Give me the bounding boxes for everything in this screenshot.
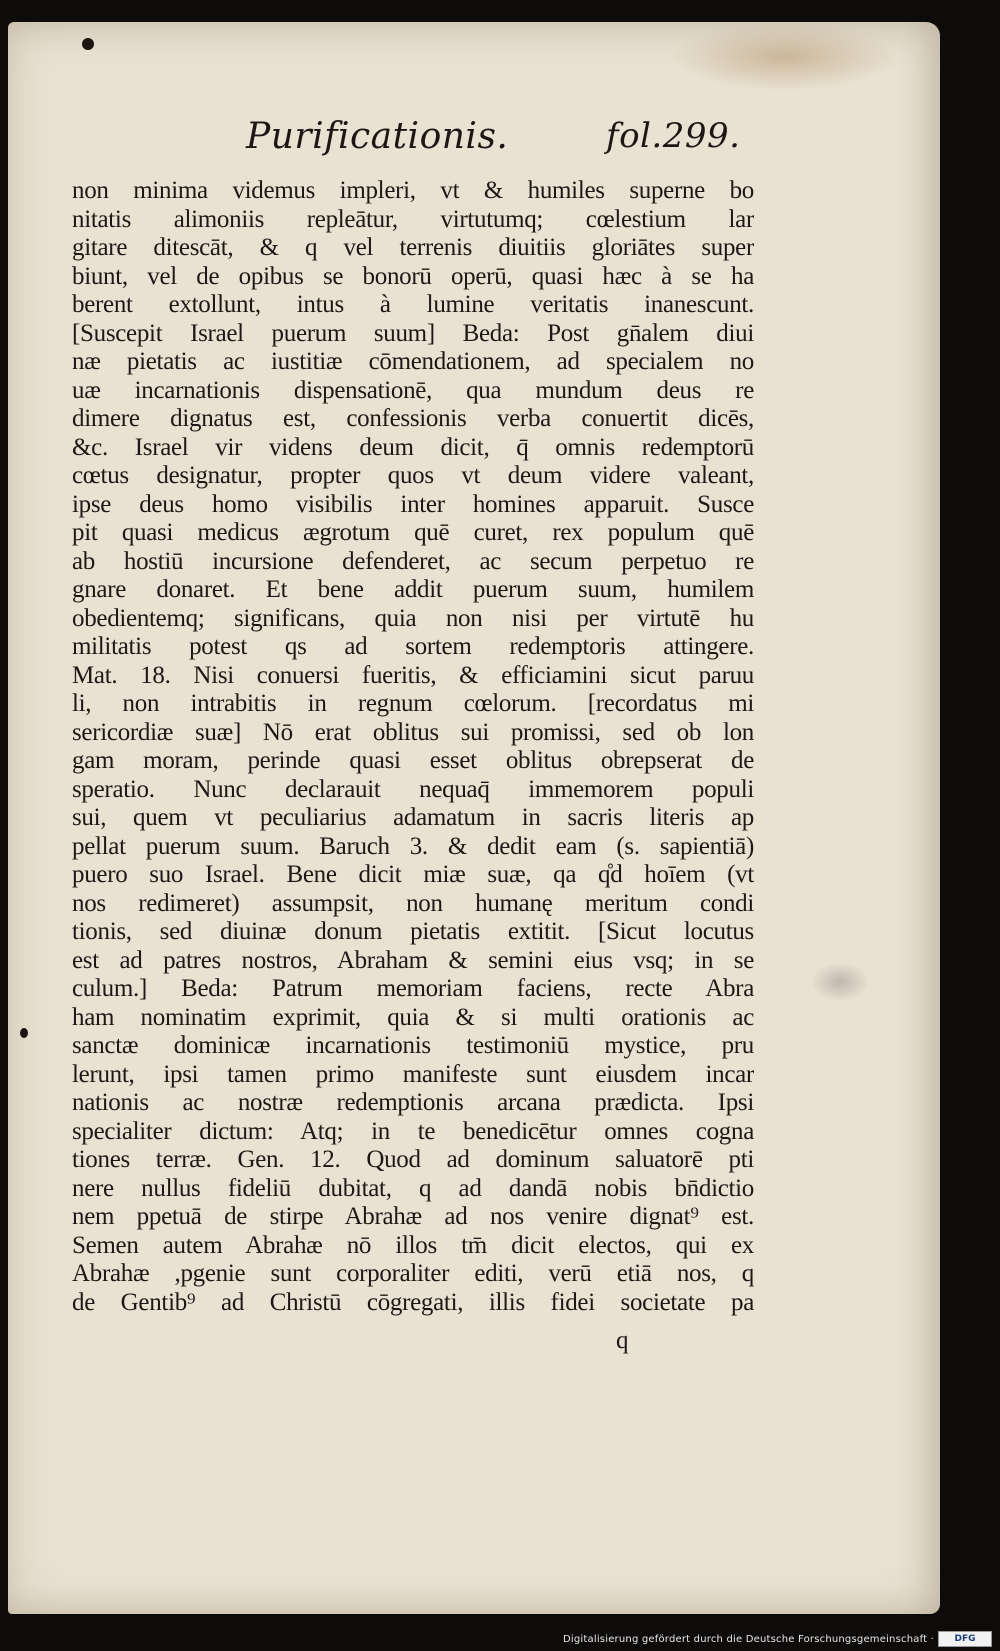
text-line: [Suscepit Israel puerum suum] Beda: Post gn̄alem diui xyxy=(72,319,754,347)
text-line: puero suo Israel. Bene dicit miæ suæ, qa q̊d hoīem (vt xyxy=(72,861,754,888)
text-line: culum.] Beda: Patrum memoriam faciens, recte Abra xyxy=(72,975,754,1002)
text-line: nem ppetuā de stirpe Abrahæ ad nos venire dignat⁹ est. xyxy=(72,1203,754,1230)
text-line: lerunt, ipsi tamen primo manifeste sunt eiusdem incar xyxy=(72,1060,754,1088)
catchword: q xyxy=(616,1327,629,1354)
text-line: est ad patres nostros, Abraham & semini eius vsq; in se xyxy=(72,946,754,974)
text-line: gitare ditescāt, & q vel terrenis diuitiis gloriātes super xyxy=(72,234,754,261)
text-line: li, non intrabitis in regnum cœlorum. [recordatus mi xyxy=(72,690,754,717)
text-line: ham nominatim exprimit, quia & si multi orationis ac xyxy=(72,1003,754,1031)
text-line: nos redimeret) assumpsit, non humanę meritum condi xyxy=(72,889,754,917)
dfg-logo: DFG xyxy=(938,1631,992,1647)
ink-speck xyxy=(20,1028,28,1038)
text-line: tionis, sed diuinæ donum pietatis extitit. [Sicut locutus xyxy=(72,918,754,945)
text-line: ipse deus homo visibilis inter homines apparuit. Susce xyxy=(72,490,754,518)
text-line: pit quasi medicus ægrotum quē curet, rex populum quē xyxy=(72,519,754,546)
water-stain xyxy=(670,22,900,92)
text-line: sericordiæ suæ] Nō erat oblitus sui promissi, sed ob lon xyxy=(72,718,754,746)
text-line: tiones terræ. Gen. 12. Quod ad dominum saluatorē pti xyxy=(72,1146,754,1173)
text-line: nationis ac nostræ redemptionis arcana prædicta. Ipsi xyxy=(72,1089,754,1116)
body-text xyxy=(72,177,754,1317)
text-line: gam moram, perinde quasi esset oblitus obrepserat de xyxy=(72,747,754,774)
text-line: &c. Israel vir videns deum dicit, q̄ omnis redemptorū xyxy=(72,433,754,461)
text-line: biunt, vel de opibus se bonorū operū, quasi hæc à se ha xyxy=(72,262,754,290)
text-line: militatis potest qs ad sortem redemptoris attingere. xyxy=(72,633,754,660)
text-line: berent extollunt, intus à lumine veritatis inanescunt. xyxy=(72,291,754,318)
folio-number: fol.299. xyxy=(606,116,741,156)
text-line: Mat. 18. Nisi conuersi fueritis, & efficiamini sicut paruu xyxy=(72,661,754,689)
text-line: uæ incarnationis dispensationē, qua mundum deus re xyxy=(72,376,754,404)
text-line: dimere dignatus est, confessionis verba conuertit dicēs, xyxy=(72,405,754,432)
text-line: obedientemq; significans, quia non nisi per virtutē hu xyxy=(72,604,754,632)
text-line: Semen autem Abrahæ nō illos tm̄ dicit electos, qui ex xyxy=(72,1231,754,1259)
smudge-mark xyxy=(810,962,870,1002)
text-line: ab hostiū incursione defenderet, ac secum perpetuo re xyxy=(72,547,754,575)
text-line: non minima videmus impleri, vt & humiles superne bo xyxy=(72,177,754,204)
running-head xyxy=(8,110,940,170)
text-line: specialiter dictum: Atq; in te benedicētur omnes cogna xyxy=(72,1117,754,1145)
running-title: Purificationis. xyxy=(246,116,509,157)
text-line: cœtus designatur, propter quos vt deum videre valeant, xyxy=(72,462,754,489)
text-line: sanctæ dominicæ incarnationis testimoniū mystice, pru xyxy=(72,1032,754,1059)
text-line: Abrahæ ,pgenie sunt corporaliter editi, verū etiā nos, q xyxy=(72,1260,754,1287)
text-line: nitatis alimoniis repleātur, virtutumq; cœlestium lar xyxy=(72,205,754,233)
funding-notice: Digitalisierung gefördert durch die Deutsche Forschungsgemeinschaft · xyxy=(563,1634,934,1645)
text-line: speratio. Nunc declarauit nequaq̄ immemorem populi xyxy=(72,775,754,803)
ink-speck xyxy=(82,38,94,50)
text-line: sui, quem vt peculiarius adamatum in sacris literis ap xyxy=(72,804,754,831)
book-page xyxy=(8,22,940,1614)
text-line: gnare donaret. Et bene addit puerum suum, humilem xyxy=(72,576,754,603)
text-line: pellat puerum suum. Baruch 3. & dedit eam (s. sapientiā) xyxy=(72,832,754,860)
text-line: næ pietatis ac iustitiæ cōmendationem, ad specialem no xyxy=(72,348,754,375)
text-line: nere nullus fideliū dubitat, q ad dandā nobis bn̄dictio xyxy=(72,1174,754,1202)
text-line: de Gentib⁹ ad Christū cōgregati, illis fidei societate pa xyxy=(72,1288,754,1316)
